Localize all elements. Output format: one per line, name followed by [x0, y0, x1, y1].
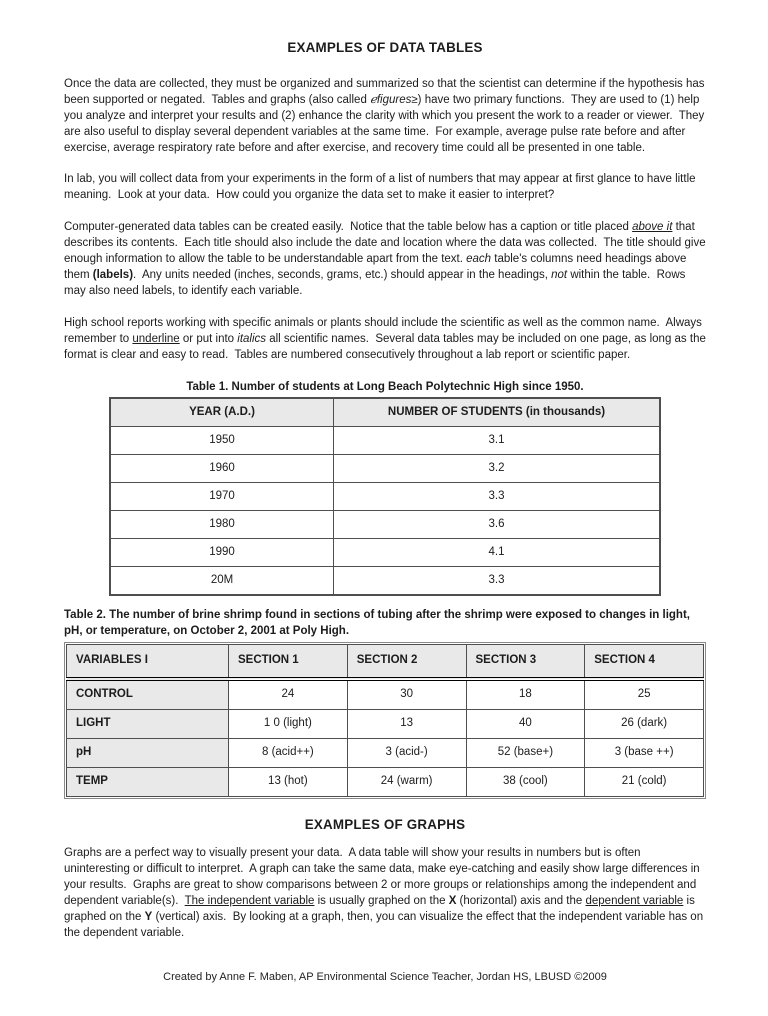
- table-cell: 3.1: [334, 427, 661, 455]
- text-run: ℯfigures: [370, 93, 412, 106]
- text-run: Once the data are collected, they must be organized and summarized so that the scientist can determine if the hypothesis has been supported or negated. Tables and graphs (also called: [64, 77, 708, 106]
- text-run: is usually graphed on the: [314, 895, 449, 908]
- column-header: SECTION 2: [347, 645, 466, 680]
- table-cell: 1950: [110, 427, 334, 455]
- table-cell: 13: [347, 710, 466, 739]
- column-header: SECTION 3: [466, 645, 585, 680]
- paragraph-scientific-names: [64, 316, 710, 364]
- table2-brine-shrimp: [66, 644, 704, 797]
- table1-caption: Table 1. Number of students at Long Beach Polytechnic High since 1950.: [186, 380, 584, 393]
- text-run: (vertical) axis. By looking at a graph, then, you can visualize the effect that the independent variable has on the dependent variable.: [64, 910, 707, 939]
- table-cell: 40: [466, 710, 585, 739]
- table-cell: 25: [585, 679, 704, 710]
- text-run: table's columns need headings above them: [64, 253, 690, 281]
- text-run: not: [551, 268, 568, 281]
- text-run: each: [466, 253, 492, 266]
- table-row: [110, 455, 660, 483]
- table-cell: 52 (base+): [466, 739, 585, 768]
- table-cell: pH: [67, 739, 229, 768]
- table-cell: 18: [466, 679, 585, 710]
- table-cell: 8 (acid++): [229, 739, 348, 768]
- table2-caption: Table 2. The number of brine shrimp found in sections of tubing after the shrimp were exposed to changes in light, pH, or temperature, on October 2, 2001 at Poly High.: [64, 609, 694, 637]
- header-row: [110, 398, 660, 427]
- graphs-heading: EXAMPLES OF GRAPHS: [304, 817, 466, 833]
- table-row: [110, 567, 660, 596]
- text-run: High school reports working with specific animals or plants should include the scientific as well as the common name. Always remember to: [64, 316, 706, 345]
- table-cell: 20M: [110, 567, 334, 596]
- paragraph-graphs: [64, 846, 706, 941]
- table2-outer-border: [64, 642, 706, 799]
- text-run: within the table. Rows may also need labels, to identify each variable.: [64, 268, 689, 297]
- table-cell: 3 (base ++): [585, 739, 704, 768]
- table-cell: 30: [347, 679, 466, 710]
- text-run: is graphed on the: [64, 895, 699, 923]
- text-run: Graphs are a perfect way to visually present your data. A data table will show your results in numbers but is often uninteresting or difficult to interpret. A graph can take the same data, make eye-catching and easily show large differences in your results. Graphs are great to show comparisons between 2 or more groups or relationships among the independent and dependent variable(s).: [64, 847, 703, 908]
- text-run: italics: [237, 332, 267, 345]
- text-run: (labels): [92, 268, 134, 281]
- table-row: [67, 679, 704, 710]
- table-cell: 38 (cool): [466, 768, 585, 797]
- text-run: above it: [632, 221, 673, 234]
- table-row: [110, 511, 660, 539]
- table-row: [67, 768, 704, 797]
- table-cell: 24 (warm): [347, 768, 466, 797]
- column-header: YEAR (A.D.): [110, 398, 334, 427]
- table-cell: 21 (cold): [585, 768, 704, 797]
- header-row: [67, 645, 704, 680]
- table-cell: 1 0 (light): [229, 710, 348, 739]
- table1-students: [109, 397, 661, 596]
- column-header: NUMBER OF STUDENTS (in thousands): [334, 398, 661, 427]
- text-run: (horizontal) axis and the: [456, 895, 586, 908]
- text-run: dependent variable: [585, 895, 684, 908]
- table-cell: 1980: [110, 511, 334, 539]
- text-run: or put into: [179, 332, 238, 345]
- table-cell: 4.1: [334, 539, 661, 567]
- table-cell: 13 (hot): [229, 768, 348, 797]
- table-cell: 3.2: [334, 455, 661, 483]
- table-cell: 24: [229, 679, 348, 710]
- column-header: VARIABLES I: [67, 645, 229, 680]
- table-cell: 26 (dark): [585, 710, 704, 739]
- table-cell: TEMP: [67, 768, 229, 797]
- table-row: [110, 539, 660, 567]
- table-cell: 1970: [110, 483, 334, 511]
- table-cell: 3 (acid-): [347, 739, 466, 768]
- table-cell: LIGHT: [67, 710, 229, 739]
- text-run: . Any units needed (inches, seconds, grams, etc.) should appear in the headings,: [133, 268, 552, 281]
- table-row: [110, 427, 660, 455]
- text-run: that describes its contents. Each title should also include the date and location where the data was collected. The title should give enough information to allow the table to be understandable apart from the text.: [64, 221, 709, 266]
- text-run: all scientific names. Several data tables may be included on one page, as long as the format is clear and easy to read. Tables are numbered consecutively throughout a lab report or scientific paper.: [64, 332, 710, 361]
- paragraph-lab-data: [64, 172, 706, 204]
- column-header: SECTION 4: [585, 645, 704, 680]
- table-cell: 1990: [110, 539, 334, 567]
- table-row: [110, 483, 660, 511]
- text-run: ≥) have two primary functions. They are used to (1) help you analyze and interpret your results and (2) enhance the clarity with which you present the work to a reader or viewer. They are also useful to display several dependent variables at the same time. For example, average pulse rate before and after exercise, average respiratory rate before and after exercise, and recovery time could all be presented in one table.: [64, 93, 708, 154]
- footer-credit: Created by Anne F. Maben, AP Environmental Science Teacher, Jordan HS, LBUSD ©2009: [163, 970, 607, 983]
- table-cell: 3.3: [334, 567, 661, 596]
- table-cell: 3.3: [334, 483, 661, 511]
- table-row: [67, 710, 704, 739]
- text-run: X: [448, 895, 457, 908]
- column-header: SECTION 1: [229, 645, 348, 680]
- text-run: The independent variable: [184, 895, 315, 908]
- text-run: underline: [132, 332, 180, 345]
- text-run: In lab, you will collect data from your experiments in the form of a list of numbers that may appear at first glance to have little meaning. Look at your data. How could you organize the data set to make it easier to interpret?: [64, 173, 699, 202]
- table-row: [67, 739, 704, 768]
- text-run: Y: [144, 910, 153, 923]
- table-cell: CONTROL: [67, 679, 229, 710]
- table-cell: 3.6: [334, 511, 661, 539]
- text-run: Computer-generated data tables can be created easily. Notice that the table below has a caption or title placed: [64, 221, 633, 234]
- table-cell: 1960: [110, 455, 334, 483]
- paragraph-intro: [64, 77, 706, 157]
- paragraph-computer-tables: [64, 220, 709, 300]
- page-title: EXAMPLES OF DATA TABLES: [287, 40, 483, 55]
